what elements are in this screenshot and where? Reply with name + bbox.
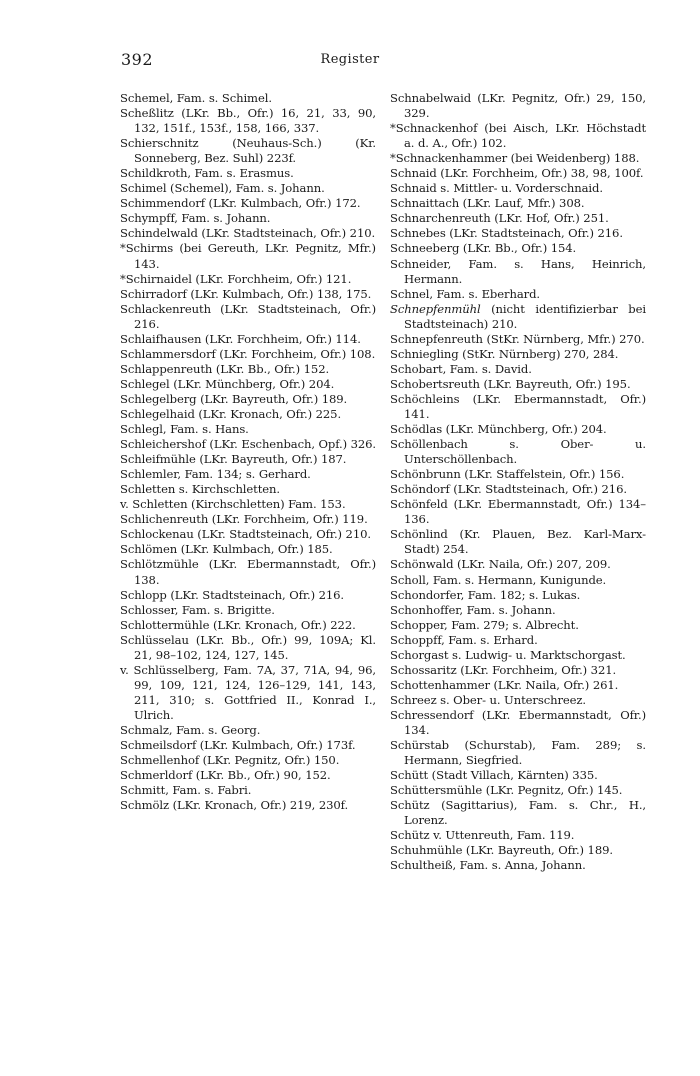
index-entry: Schöchleins (LKr. Ebermannstadt, Ofr.) 141. xyxy=(390,391,646,421)
index-entry: Schöndorf (LKr. Stadtsteinach, Ofr.) 216. xyxy=(390,482,627,497)
index-entry: Schondorfer, Fam. 182; s. Lukas. xyxy=(390,587,581,602)
index-entry: Schottenhammer (LKr. Naila, Ofr.) 261. xyxy=(390,677,619,692)
index-entry: Schildkroth, Fam. s. Erasmus. xyxy=(120,166,294,181)
index-entry: Schmitt, Fam. s. Fabri. xyxy=(120,783,252,798)
index-entry: Schütz (Sagittarius), Fam. s. Chr., H., Lorenz. xyxy=(390,798,646,828)
index-entry: Schmölz (LKr. Kronach, Ofr.) 219, 230f. xyxy=(120,798,349,813)
index-entry: Schirradorf (LKr. Kulmbach, Ofr.) 138, 175. xyxy=(120,286,372,301)
index-entry: Schmalz, Fam. s. Georg. xyxy=(120,722,261,737)
index-entry: Schöllenbach s. Ober- u. Unterschöllenbach. xyxy=(390,437,646,467)
index-entry: Schoppff, Fam. s. Erhard. xyxy=(390,632,538,647)
index-entry: Schopper, Fam. 279; s. Albrecht. xyxy=(390,617,579,632)
index-entry: Schüttersmühle (LKr. Pegnitz, Ofr.) 145. xyxy=(390,783,623,798)
index-entry: Schlaifhausen (LKr. Forchheim, Ofr.) 114. xyxy=(120,331,361,346)
index-entry: Schreez s. Ober- u. Unterschreez. xyxy=(390,692,587,707)
index-entry: Schmeilsdorf (LKr. Kulmbach, Ofr.) 173f. xyxy=(120,738,356,753)
index-entry: Schlackenreuth (LKr. Stadtsteinach, Ofr.) 216. xyxy=(120,301,376,331)
index-entry: Schnaid (LKr. Forchheim, Ofr.) 38, 98, 100f. xyxy=(390,166,644,181)
index-entry: Schletten s. Kirchschletten. xyxy=(120,482,281,497)
index-entry: Schierschnitz (Neuhaus-Sch.) (Kr. Sonneberg, Bez. Suhl) 223f. xyxy=(120,136,376,166)
index-entry: Schönwald (LKr. Naila, Ofr.) 207, 209. xyxy=(390,557,611,572)
index-entry: Schimel (Schemel), Fam. s. Johann. xyxy=(120,181,325,196)
index-entry: Schultheiß, Fam. s. Anna, Johann. xyxy=(390,858,586,873)
index-entry: Schlüsselau (LKr. Bb., Ofr.) 99, 109A; Kl. 21, 98–102, 124, 127, 145. xyxy=(120,632,376,662)
index-entry: v. Schlüsselberg, Fam. 7A, 37, 71A, 94, 96, 99, 109, 121, 124, 126–129, 141, 143, 211, 310; s. Gottfried II., Konrad I., Ulrich. xyxy=(120,662,376,722)
index-entry: *Schirms (bei Gereuth, LKr. Pegnitz, Mfr.) 143. xyxy=(120,241,376,271)
index-entry: Schlegelberg (LKr. Bayreuth, Ofr.) 189. xyxy=(120,391,348,406)
index-entry: Schlosser, Fam. s. Brigitte. xyxy=(120,602,275,617)
index-entry: Schlottermühle (LKr. Kronach, Ofr.) 222. xyxy=(120,617,356,632)
index-entry: Schnaid s. Mittler- u. Vorderschnaid. xyxy=(390,181,603,196)
index-entry: Schlemler, Fam. 134; s. Gerhard. xyxy=(120,467,311,482)
index-entry: *Schnackenhammer (bei Weidenberg) 188. xyxy=(390,151,640,166)
index-entry: Schnepfenreuth (StKr. Nürnberg, Mfr.) 270. xyxy=(390,331,645,346)
index-entry: Schlopp (LKr. Stadtsteinach, Ofr.) 216. xyxy=(120,587,344,602)
index-entry: Schlegelhaid (LKr. Kronach, Ofr.) 225. xyxy=(120,406,342,421)
index-entry: Schlappenreuth (LKr. Bb., Ofr.) 152. xyxy=(120,361,330,376)
index-column-left xyxy=(120,91,376,813)
index-entry: Schnarchenreuth (LKr. Hof, Ofr.) 251. xyxy=(390,211,609,226)
index-entry: Schonhoffer, Fam. s. Johann. xyxy=(390,602,556,617)
index-entry: Schympff, Fam. s. Johann. xyxy=(120,211,271,226)
index-entry: Schmerldorf (LKr. Bb., Ofr.) 90, 152. xyxy=(120,768,331,783)
running-head: Register xyxy=(320,52,380,67)
index-entry: Schnabelwaid (LKr. Pegnitz, Ofr.) 29, 150, 329. xyxy=(390,91,646,121)
index-entry: v. Schletten (Kirchschletten) Fam. 153. xyxy=(120,497,346,512)
index-entry: Schleichershof (LKr. Eschenbach, Opf.) 326. xyxy=(120,437,377,452)
index-entry: Schütt (Stadt Villach, Kärnten) 335. xyxy=(390,768,598,783)
index-entry: Schlegel (LKr. Münchberg, Ofr.) 204. xyxy=(120,376,335,391)
index-entry: Schindelwald (LKr. Stadtsteinach, Ofr.) 210. xyxy=(120,226,376,241)
index-entry: *Schnackenhof (bei Aisch, LKr. Höchstadt a. d. A., Ofr.) 102. xyxy=(390,121,646,151)
index-entry: Schnebes (LKr. Stadtsteinach, Ofr.) 216. xyxy=(390,226,623,241)
index-entry: Schütz v. Uttenreuth, Fam. 119. xyxy=(390,828,575,843)
index-entry: Schneeberg (LKr. Bb., Ofr.) 154. xyxy=(390,241,577,256)
index-entry: Schnaittach (LKr. Lauf, Mfr.) 308. xyxy=(390,196,585,211)
index-column-right xyxy=(390,91,646,873)
index-entry: Schleifmühle (LKr. Bayreuth, Ofr.) 187. xyxy=(120,452,347,467)
index-entry: Schlockenau (LKr. Stadtsteinach, Ofr.) 210. xyxy=(120,527,371,542)
index-entry: Schressendorf (LKr. Ebermannstadt, Ofr.) 134. xyxy=(390,707,646,737)
index-entry: Schnel, Fam. s. Eberhard. xyxy=(390,286,540,301)
index-entry: Schnepfenmühl (nicht identifizierbar bei Stadtsteinach) 210. xyxy=(390,301,646,331)
index-entry: Schobart, Fam. s. David. xyxy=(390,361,532,376)
index-entry: Schuhmühle (LKr. Bayreuth, Ofr.) 189. xyxy=(390,843,613,858)
index-entry: Schobertsreuth (LKr. Bayreuth, Ofr.) 195. xyxy=(390,376,631,391)
index-entry: Schlammersdorf (LKr. Forchheim, Ofr.) 108. xyxy=(120,346,376,361)
index-entry: Schönfeld (LKr. Ebermannstadt, Ofr.) 134–136. xyxy=(390,497,646,527)
index-entry: *Schirnaidel (LKr. Forchheim, Ofr.) 121. xyxy=(120,271,352,286)
index-entry: Schürstab (Schurstab), Fam. 289; s. Hermann, Siegfried. xyxy=(390,738,646,768)
index-entry: Scheßlitz (LKr. Bb., Ofr.) 16, 21, 33, 90, 132, 151f., 153f., 158, 166, 337. xyxy=(120,106,376,136)
index-entry: Schimmendorf (LKr. Kulmbach, Ofr.) 172. xyxy=(120,196,361,211)
index-entry: Schlichenreuth (LKr. Forchheim, Ofr.) 119. xyxy=(120,512,368,527)
index-entry: Schlötzmühle (LKr. Ebermannstadt, Ofr.) 138. xyxy=(120,557,376,587)
index-entry: Scholl, Fam. s. Hermann, Kunigunde. xyxy=(390,572,607,587)
index-entry: Schödlas (LKr. Münchberg, Ofr.) 204. xyxy=(390,422,607,437)
index-entry: Schossaritz (LKr. Forchheim, Ofr.) 321. xyxy=(390,662,617,677)
index-entry: Schönbrunn (LKr. Staffelstein, Ofr.) 156. xyxy=(390,467,625,482)
index-entry: Schlegl, Fam. s. Hans. xyxy=(120,422,249,437)
index-entry: Schneider, Fam. s. Hans, Heinrich, Hermann. xyxy=(390,256,646,286)
index-entry: Schönlind (Kr. Plauen, Bez. Karl-Marx-Stadt) 254. xyxy=(390,527,646,557)
index-entry: Schlömen (LKr. Kulmbach, Ofr.) 185. xyxy=(120,542,333,557)
index-entry: Schorgast s. Ludwig- u. Marktschorgast. xyxy=(390,647,626,662)
index-entry: Schemel, Fam. s. Schimel. xyxy=(120,91,272,105)
index-entry: Schniegling (StKr. Nürnberg) 270, 284. xyxy=(390,346,619,361)
index-entry: Schmellenhof (LKr. Pegnitz, Ofr.) 150. xyxy=(120,753,340,768)
page-number: 392 xyxy=(121,50,154,69)
